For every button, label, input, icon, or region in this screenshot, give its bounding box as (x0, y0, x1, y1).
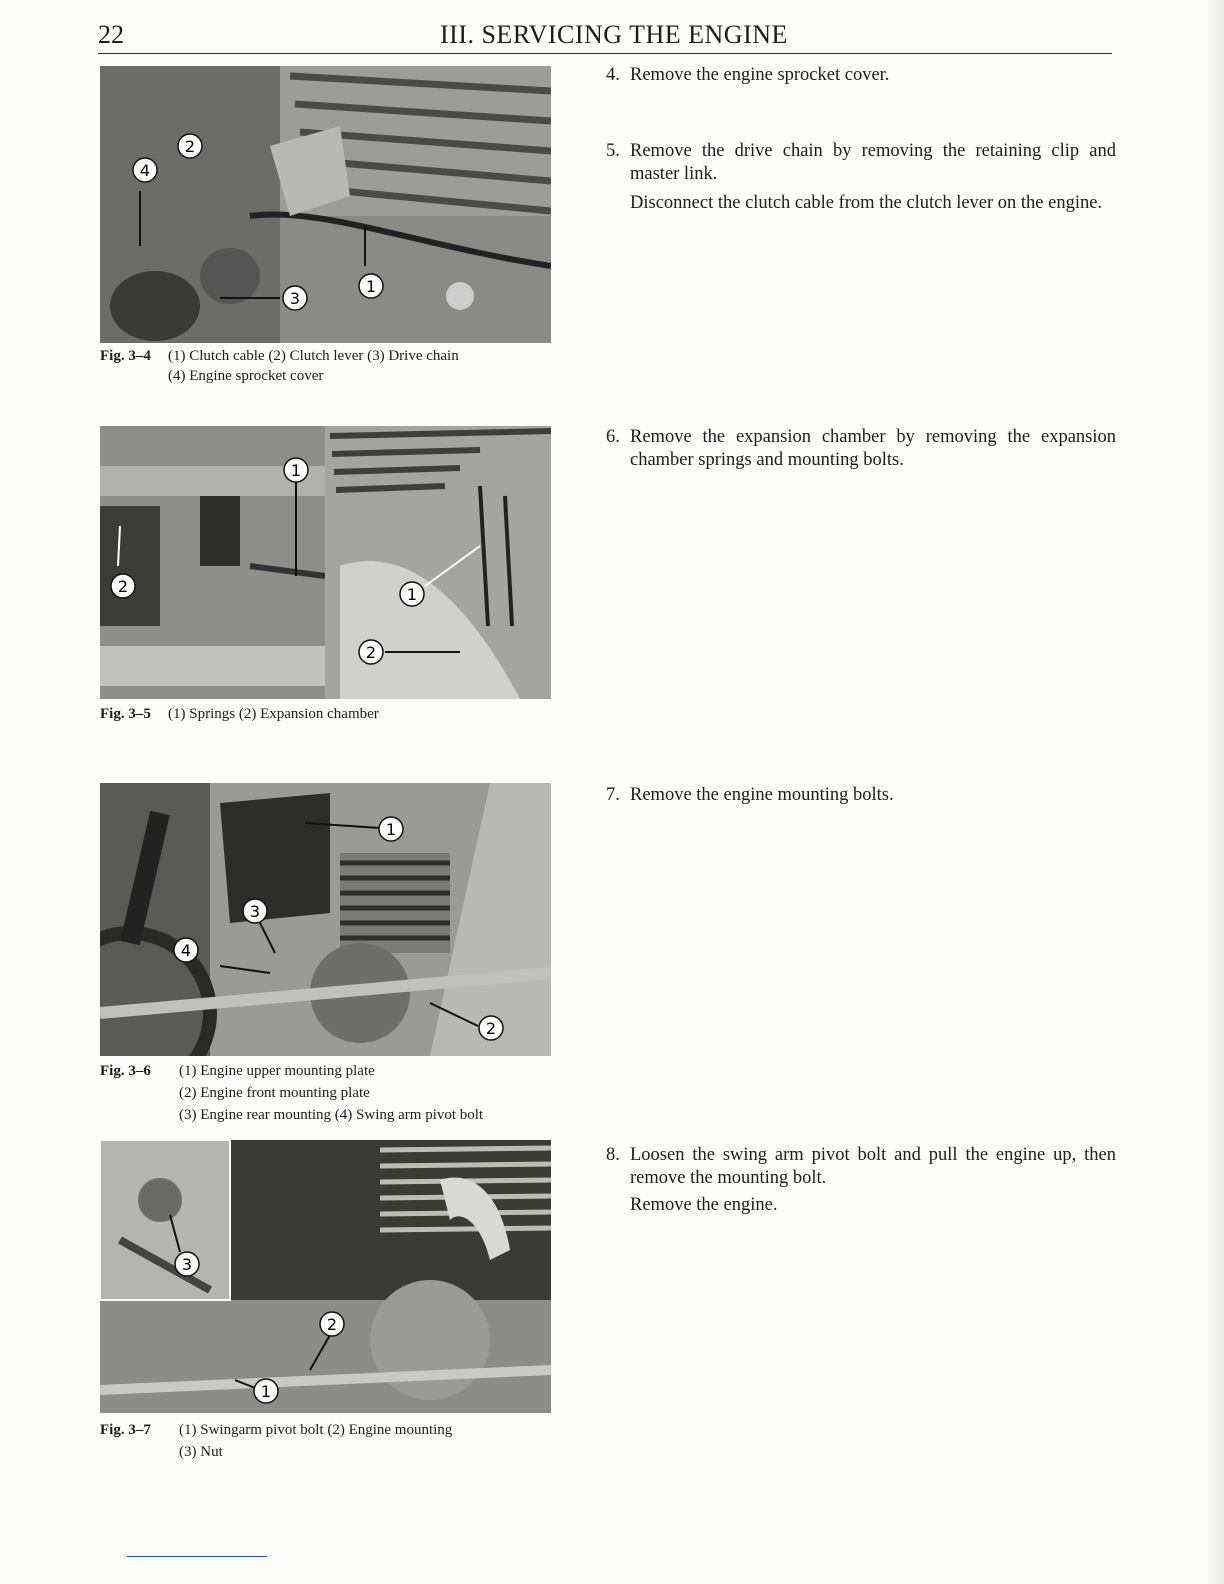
callout-3: 3 (249, 902, 261, 921)
callout-2: 2 (117, 577, 129, 596)
step-number: 8. (606, 1145, 620, 1165)
figure-3-6-photo (100, 783, 551, 1056)
running-title: III. SERVICING THE ENGINE (440, 20, 788, 49)
step-text: Remove the engine. (630, 1195, 778, 1215)
step-text: Disconnect the clutch cable from the clutch lever on the engine. (630, 193, 1103, 213)
callout-1: 1 (406, 585, 418, 604)
callout-3: 3 (181, 1255, 193, 1274)
callout-1: 1 (260, 1382, 272, 1401)
caption-line: (3) Nut (179, 1444, 223, 1460)
figure-label: Fig. 3–5 (100, 706, 151, 722)
step-text: Loosen the swing arm pivot bolt and pull the engine up, then remove the mounting bolt. (630, 1145, 1116, 1188)
step-4 (606, 64, 1116, 94)
caption-line: (4) Engine sprocket cover (168, 368, 324, 384)
callout-1: 1 (290, 461, 302, 480)
figure-3-7-caption (100, 1420, 560, 1464)
figure-label: Fig. 3–6 (100, 1063, 151, 1079)
caption-line: (1) Engine upper mounting plate (179, 1063, 375, 1079)
figure-label: Fig. 3–4 (100, 348, 151, 364)
step-text: Remove the engine mounting bolts. (630, 785, 894, 805)
figure-label: Fig. 3–7 (100, 1422, 151, 1438)
step-7 (606, 784, 1116, 814)
callout-2: 2 (365, 643, 377, 662)
figure-3-6-caption (100, 1061, 560, 1125)
callout-3: 3 (289, 289, 301, 308)
header-rule (98, 53, 1112, 54)
figure-3-4-caption (100, 346, 560, 388)
callout-2: 2 (485, 1019, 497, 1038)
callout-2: 2 (184, 137, 196, 156)
caption-line: (1) Springs (2) Expansion chamber (168, 706, 379, 722)
page-number: 22 (98, 20, 124, 49)
callout-1: 1 (385, 820, 397, 839)
step-8 (606, 1144, 1116, 1224)
step-number: 7. (606, 785, 620, 805)
callout-4: 4 (139, 161, 151, 180)
page-edge-shadow (1206, 0, 1224, 1584)
caption-line: (1) Swingarm pivot bolt (2) Engine mounting (179, 1422, 453, 1438)
step-number: 4. (606, 65, 620, 85)
callout-4: 4 (180, 941, 192, 960)
step-text: Remove the drive chain by removing the retaining clip and master link. (630, 141, 1116, 184)
footer-rule (127, 1556, 267, 1557)
step-6 (606, 426, 1116, 476)
callout-1: 1 (365, 277, 377, 296)
step-text: Remove the expansion chamber by removing the expansion chamber springs and mounting bolts. (630, 427, 1116, 470)
step-number: 6. (606, 427, 620, 447)
step-5 (606, 140, 1116, 240)
step-text: Remove the engine sprocket cover. (630, 65, 890, 85)
step-number: 5. (606, 141, 620, 161)
figure-3-7-photo (100, 1140, 551, 1413)
callout-2: 2 (326, 1315, 338, 1334)
caption-line: (2) Engine front mounting plate (179, 1085, 370, 1101)
caption-line: (3) Engine rear mounting (4) Swing arm pivot bolt (179, 1107, 484, 1123)
figure-3-4-photo (100, 66, 551, 343)
caption-line: (1) Clutch cable (2) Clutch lever (3) Drive chain (168, 348, 459, 364)
figure-3-5-caption (100, 704, 560, 726)
figure-3-5-photo (100, 426, 551, 699)
